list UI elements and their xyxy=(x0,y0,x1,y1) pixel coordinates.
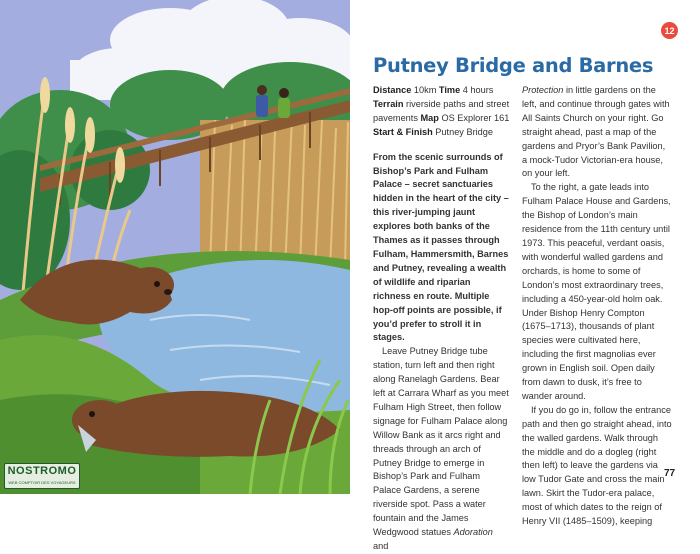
page-title: Putney Bridge and Barnes xyxy=(373,54,654,77)
body-paragraph-2: To the right, a gate leads into Fulham Palace House and Gardens, the Bishop of London’s main residence from the 11th century until 1973. This peaceful, verdant oasis, with wonderful walled gardens and orchards, is home to some of London’s most extraordinary trees, including a 450-year-old holm oak. Under Bishop Henry Compton (1675–1713), thousands of plant species were cultivated here, including the first magnolias ever grown in English soil. Open daily from dawn to dusk, it’s free to wander around. xyxy=(522,182,671,401)
body-paragraph-3: If you do go in, follow the entrance path and then go straight ahead, into the walled gardens. Walk through the middle and do a dogleg (right then left) to leave the gardens via low Tudor Gate and cross the main lawn. Skirt the Tudor-era palace, most of which dates to the reign of Henry VII (1485–1509), keeping xyxy=(522,404,672,527)
body-paragraph-1: Leave Putney Bridge tube station, turn left and then right along Ranelagh Gardens. Bear left at Carrara Wharf as you meet Fulham High Street, then follow signage for Fulham Palace along Willow Bank as it arcs right and threads through an arch of Putney Bridge to emerge in Bishop’s Park and Fulham Palace Gardens, a serene riverside spot. Pass a water fountain and the James Wedgwood statues Adoration and xyxy=(373,346,509,551)
text-column-left xyxy=(373,84,510,554)
walk-number-badge: 12 xyxy=(661,22,678,39)
body-paragraph-1-cont: Protection in little gardens on the left, and continue through gates with All Saints Church on your right. Go straight ahead, past a map of the gardens and Pryor’s Bank Pavilion, a mock-Tudor Victorian-era house, on your left. xyxy=(522,85,670,179)
watermark-name: NOSTROMO xyxy=(7,465,77,477)
walk-info: Distance 10km Time 4 hours Terrain riverside paths and street pavements Map OS Explorer 161 Start & Finish Putney Bridge xyxy=(373,85,510,137)
nostromo-watermark-logo xyxy=(4,456,80,490)
intro-paragraph: From the scenic surrounds of Bishop’s Park and Fulham Palace – secret sanctuaries hidden in the heart of the city – this river-jumping jaunt explores both banks of the Thames as it passes through Fulham, Hammersmith, Barnes and Putney, revealing a wealth of wildlife and riparian richness en route. Multiple hop-off points are possible, if you’d prefer to stroll it in stages. xyxy=(373,151,509,343)
otters-river-illustration xyxy=(0,0,350,494)
page-number: 77 xyxy=(664,468,676,479)
text-column-right xyxy=(522,84,672,529)
watermark-sub: WEB COMPTOIR DES VOYAGEURS xyxy=(8,480,76,485)
